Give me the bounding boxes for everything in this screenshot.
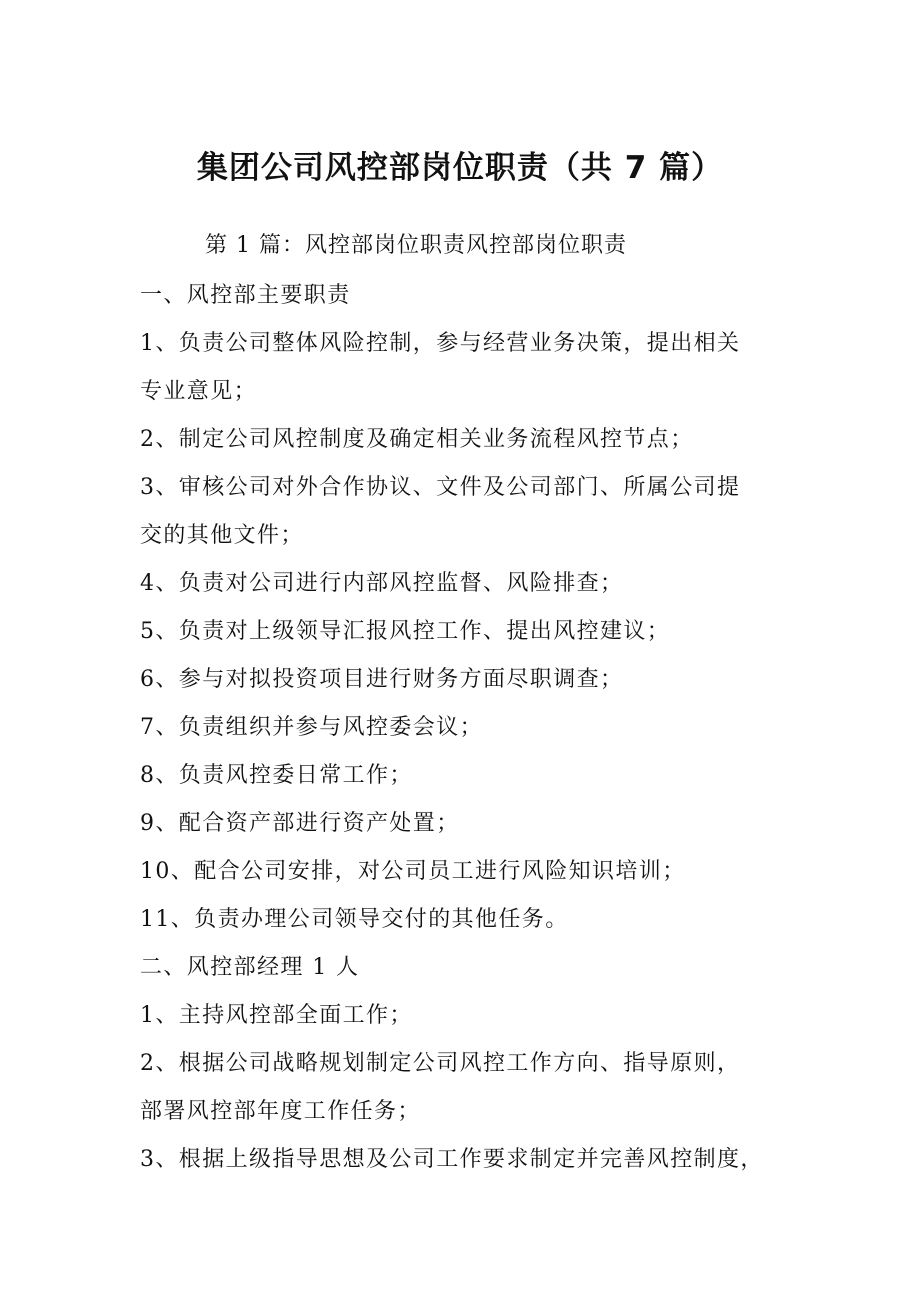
document-body (140, 272, 800, 1184)
text-line: 10、配合公司安排，对公司员工进行风险知识培训； (140, 859, 686, 884)
text-line: 4、负责对公司进行内部风控监督、风险排查； (140, 571, 624, 596)
text-line: 交的其他文件； (140, 523, 304, 548)
text-line: 8、负责风控委日常工作； (140, 763, 413, 788)
text-line: 3、根据上级指导思想及公司工作要求制定并完善风控制度， (140, 1147, 764, 1172)
text-line: 2、根据公司战略规划制定公司风控工作方向、指导原则， (140, 1051, 741, 1076)
document-subtitle: 第 1 篇：风控部岗位职责风控部岗位职责 (205, 233, 627, 258)
text-line: 3、审核公司对外合作协议、文件及公司部门、所属公司提 (140, 475, 741, 500)
text-line: 5、负责对上级领导汇报风控工作、提出风控建议； (140, 619, 671, 644)
document-title: 集团公司风控部岗位职责（共 7 篇） (196, 150, 724, 186)
text-line: 9、配合资产部进行资产处置； (140, 811, 460, 836)
text-line: 7、负责组织并参与风控委会议； (140, 715, 483, 740)
text-line: 专业意见； (140, 379, 258, 404)
text-line: 1、负责公司整体风险控制，参与经营业务决策，提出相关 (140, 331, 741, 356)
text-line: 6、参与对拟投资项目进行财务方面尽职调查； (140, 667, 624, 692)
text-line: 一、风控部主要职责 (140, 283, 351, 308)
text-line: 2、制定公司风控制度及确定相关业务流程风控节点； (140, 427, 694, 452)
text-line: 1、主持风控部全面工作； (140, 1003, 413, 1028)
text-line: 11、负责办理公司领导交付的其他任务。 (140, 907, 569, 932)
text-line: 二、风控部经理 1 人 (140, 955, 360, 980)
text-line: 部署风控部年度工作任务； (140, 1099, 421, 1124)
